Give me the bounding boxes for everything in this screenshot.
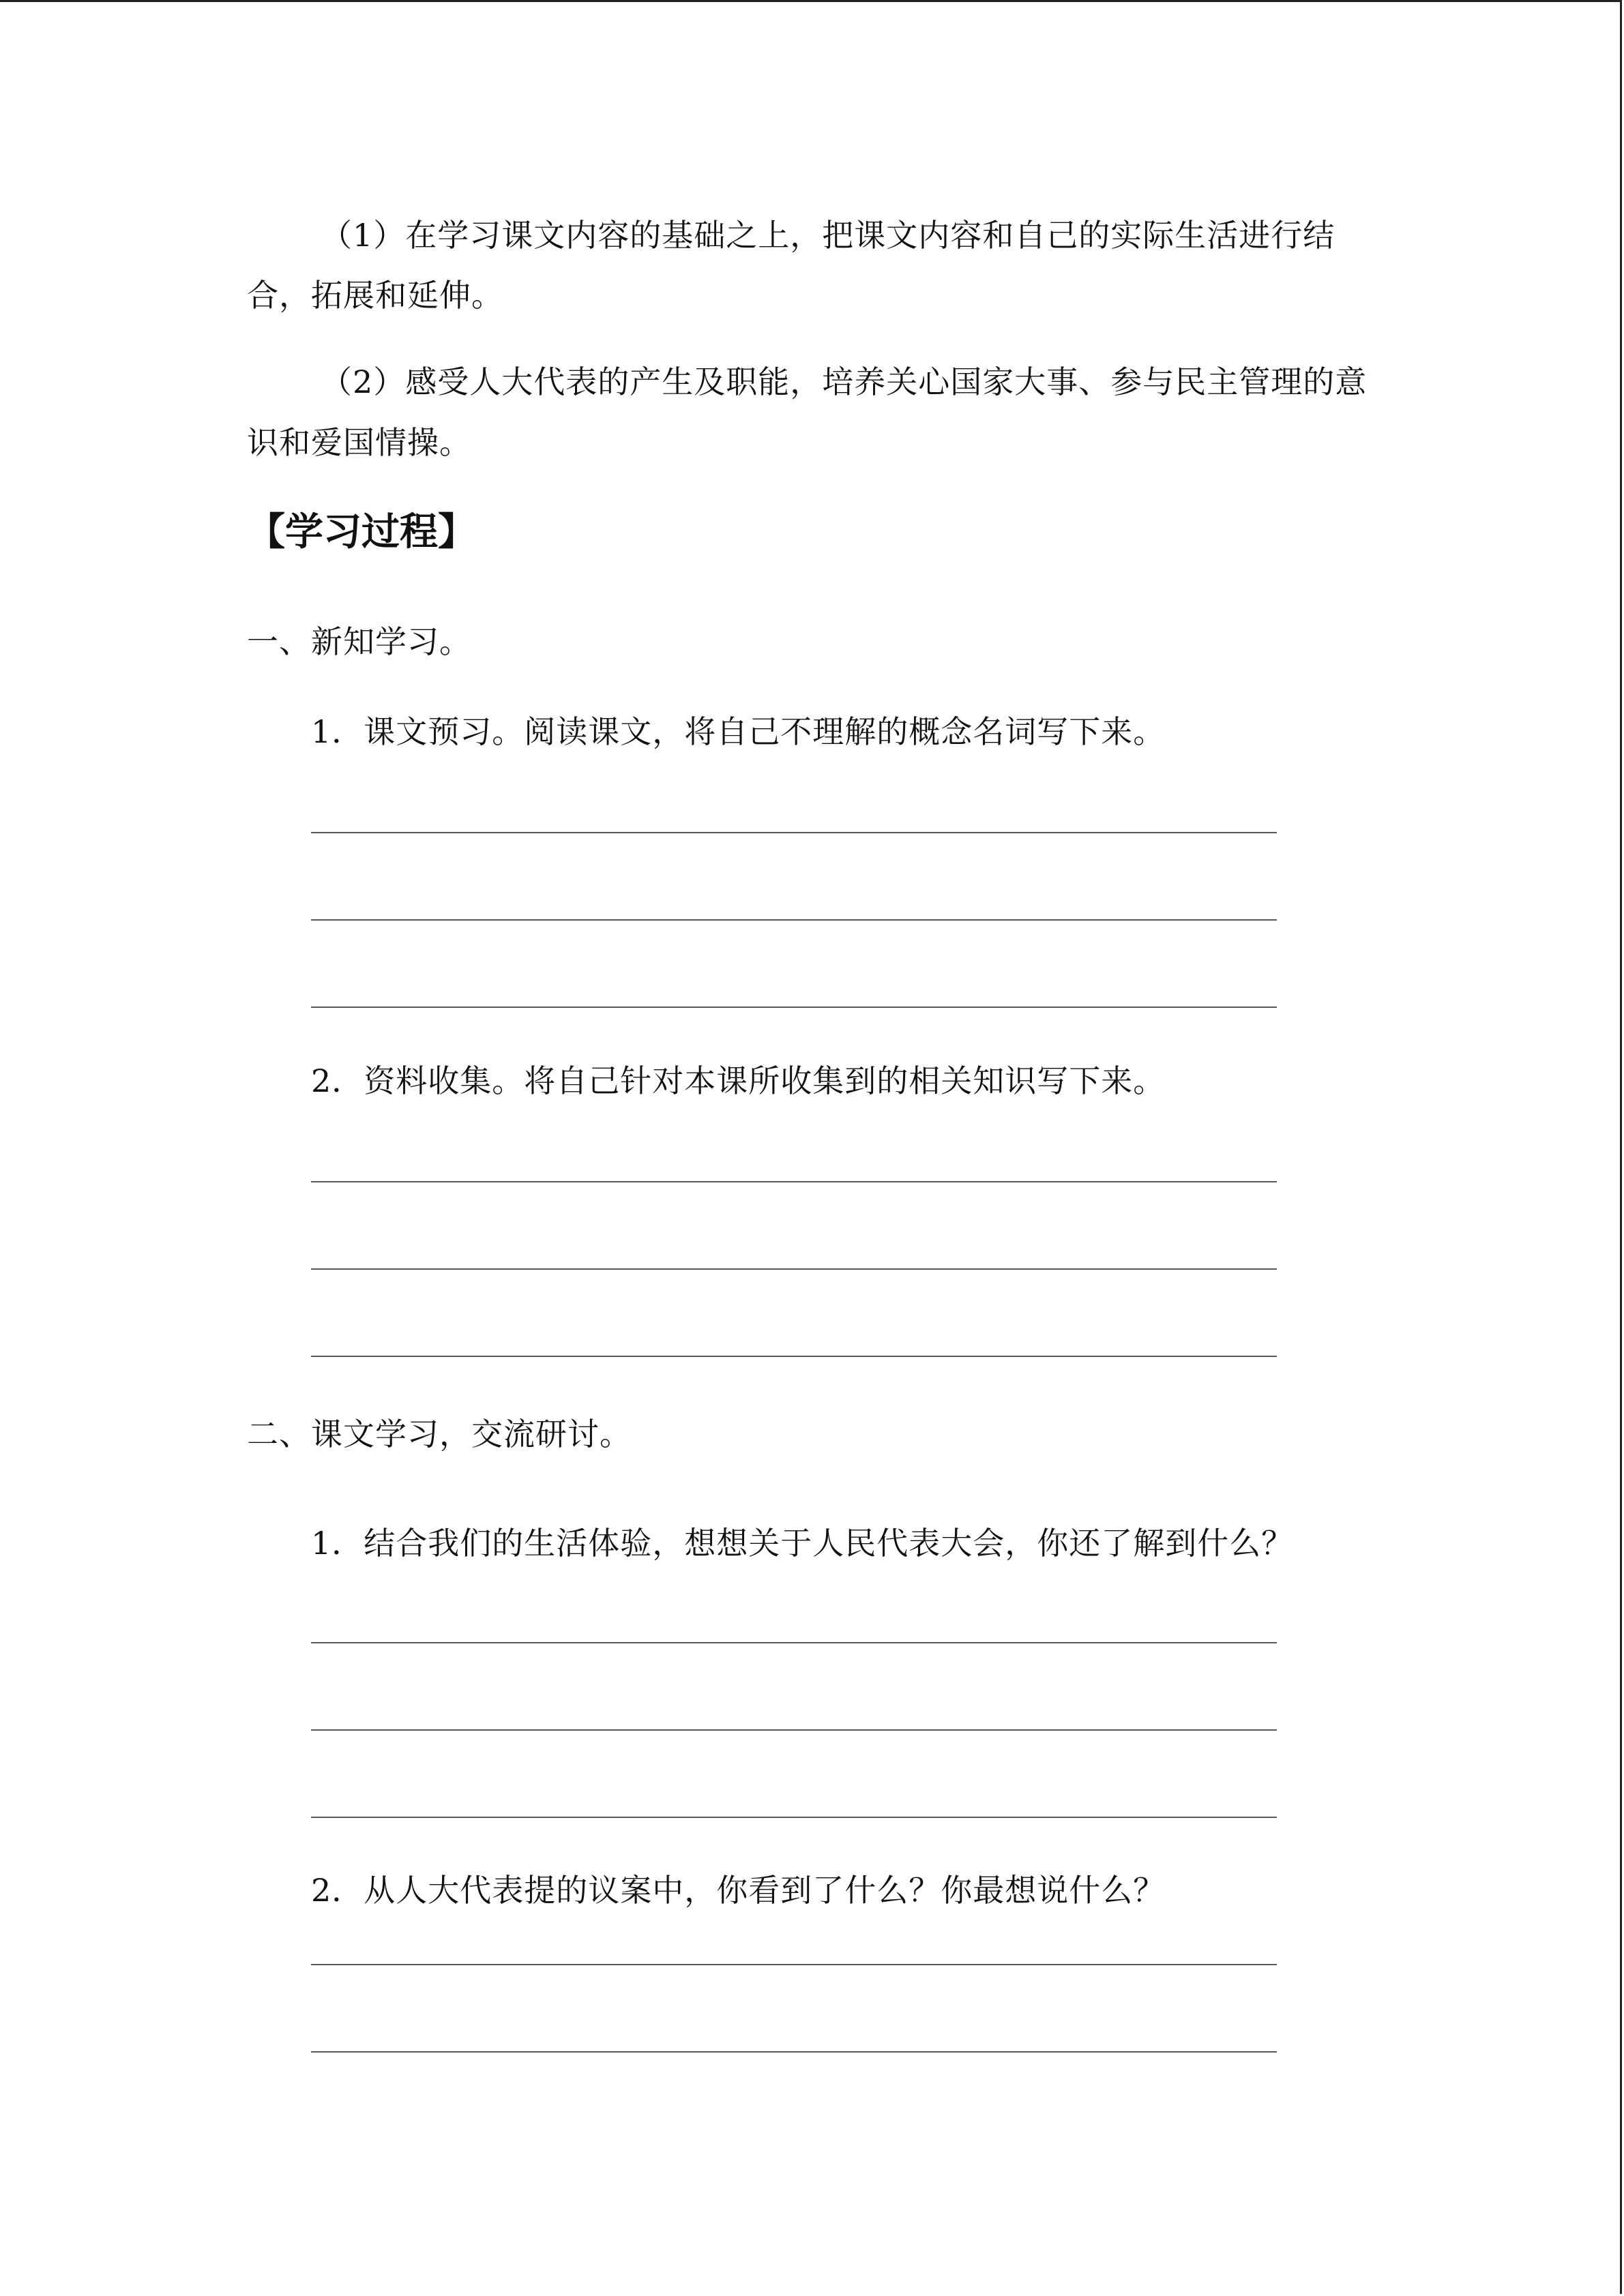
answer-line[interactable]: [311, 1729, 1277, 1731]
answer-line[interactable]: [311, 832, 1277, 833]
answer-line[interactable]: [311, 919, 1277, 921]
section-2-title: 二、课文学习，交流研讨。: [247, 1416, 632, 1452]
answer-line[interactable]: [311, 1181, 1277, 1182]
answer-line[interactable]: [311, 1642, 1277, 1643]
objective-1-line-2: 合，拓展和延伸。: [247, 277, 503, 314]
section-2-item-2: 2．从人大代表提的议案中，你看到了什么？你最想说什么？: [311, 1872, 1166, 1909]
section-2-item-1: 1．结合我们的生活体验，想想关于人民代表大会，你还了解到什么？: [311, 1525, 1294, 1562]
answer-line[interactable]: [311, 1817, 1277, 1818]
answer-line[interactable]: [311, 1007, 1277, 1008]
section-1-item-1: 1．课文预习。阅读课文，将自己不理解的概念名词写下来。: [311, 713, 1166, 750]
answer-line[interactable]: [311, 1268, 1277, 1270]
learning-process-heading: 【学习过程】: [247, 510, 476, 554]
objective-1-line-1: （1）在学习课文内容的基础之上，把课文内容和自己的实际生活进行结: [321, 217, 1335, 254]
section-1-title: 一、新知学习。: [247, 623, 471, 660]
answer-line[interactable]: [311, 1964, 1277, 1965]
objective-2-line-2: 识和爱国情操。: [247, 424, 471, 461]
section-1-item-2: 2．资料收集。将自己针对本课所收集到的相关知识写下来。: [311, 1062, 1166, 1099]
answer-line[interactable]: [311, 1356, 1277, 1357]
answer-line[interactable]: [311, 2051, 1277, 2053]
objective-2-line-1: （2）感受人大代表的产生及职能，培养关心国家大事、参与民主管理的意: [321, 363, 1368, 400]
